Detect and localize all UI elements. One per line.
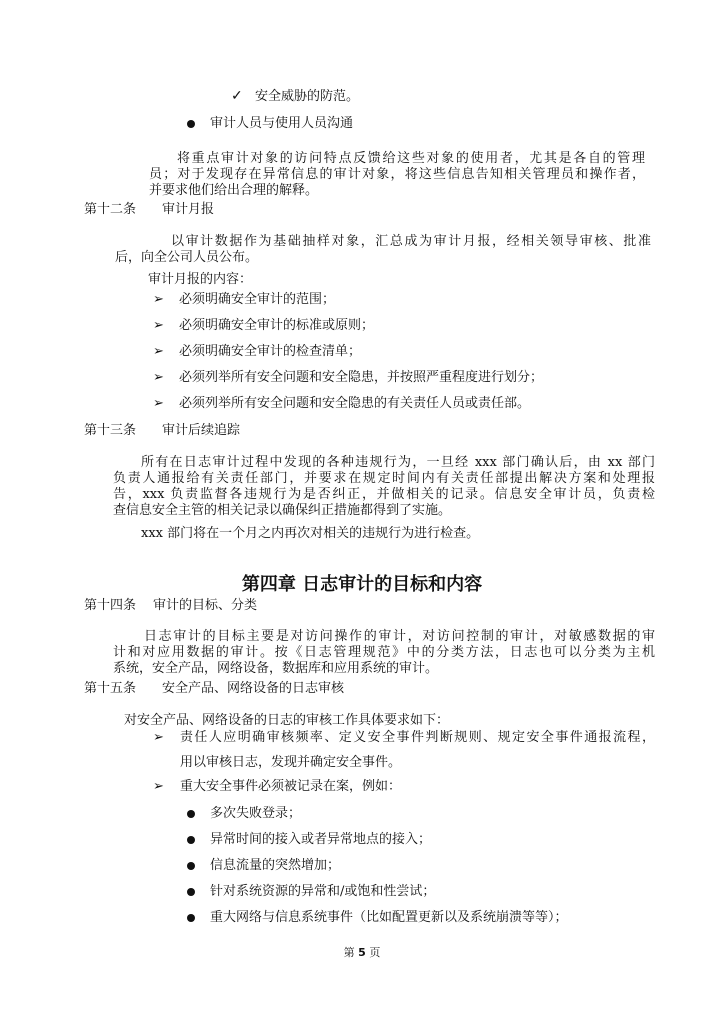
section-label: 审计月报的内容： — [148, 272, 253, 287]
list-item: 异常时间的接入或者异常地点的接入； — [210, 832, 432, 847]
list-item: 信息流量的突然增加； — [210, 858, 341, 873]
list-item: 多次失败登录； — [210, 806, 302, 821]
page-footer — [0, 946, 724, 960]
paragraph-line: 日志审计的目标主要是对访问操作的审计，对访问控制的审计，对敏感数据的审 — [144, 629, 655, 644]
paragraph-line: xxx 部门将在一个月之内再次对相关的违规行为进行检查。 — [141, 526, 480, 541]
arrow-bullet-icon: ➢ — [153, 779, 164, 794]
arrow-bullet-icon: ➢ — [153, 344, 164, 359]
article-number: 第十二条 — [84, 202, 137, 217]
paragraph-line: 将重点审计对象的访问特点反馈给这些对象的使用者，尤其是各自的管理 — [177, 151, 645, 166]
footer-prefix: 第 — [343, 946, 355, 959]
paragraph-line: 计和对应用数据的审计。按《日志管理规范》中的分类方法，日志也可以分类为主机 — [113, 645, 655, 660]
list-item: 针对系统资源的异常和/或饱和性尝试； — [210, 884, 436, 899]
article-number: 第十五条 — [84, 681, 137, 696]
article-title: 审计后续追踪 — [162, 423, 241, 438]
list-item: 用以审核日志，发现并确定安全事件。 — [180, 755, 402, 770]
list-item: 必须明确安全审计的检查清单； — [179, 344, 362, 359]
list-item: 责任人应明确审核频率、定义安全事件判断规则、规定安全事件通报流程， — [180, 730, 655, 745]
paragraph-line: 查信息安全主管的相关记录以确保纠正措施都得到了实施。 — [113, 503, 452, 518]
paragraph-line: 以审计数据作为基础抽样对象，汇总成为审计月报，经相关领导审核、批准 — [171, 234, 651, 249]
arrow-bullet-icon: ➢ — [153, 730, 164, 745]
list-item: 审计人员与使用人员沟通 — [210, 116, 354, 131]
arrow-bullet-icon: ➢ — [153, 370, 164, 385]
article-number: 第十四条 — [84, 598, 137, 613]
paragraph-line: 所有在日志审计过程中发现的各种违规行为，一旦经 xxx 部门确认后，由 xx 部门 — [141, 455, 655, 470]
arrow-bullet-icon: ➢ — [153, 292, 164, 307]
paragraph-line: 后，向全公司人员公布。 — [115, 250, 259, 265]
bullet-icon — [187, 862, 195, 870]
paragraph-line: 告，xxx 负责监督各违规行为是否纠正，并做相关的记录。信息安全审计员，负责检 — [113, 487, 655, 502]
article-title: 安全产品、网络设备的日志审核 — [162, 681, 345, 696]
chapter-title: 第四章 日志审计的目标和内容 — [241, 574, 483, 595]
footer-suffix: 页 — [369, 946, 381, 959]
list-item: 必须明确安全审计的范围； — [179, 292, 336, 307]
paragraph-line: 员；对于发现存在异常信息的审计对象，将这些信息告知相关管理员和操作者， — [149, 167, 645, 182]
page-number: 5 — [358, 946, 366, 959]
list-item: 重大安全事件必须被记录在案，例如： — [180, 779, 402, 794]
article-title: 审计月报 — [162, 202, 215, 217]
paragraph-line: 对安全产品、网络设备的日志的审核工作具体要求如下： — [124, 713, 450, 728]
bullet-icon — [187, 120, 195, 128]
list-item: 必须列举所有安全问题和安全隐患的有关责任人员或责任部。 — [179, 396, 531, 411]
article-title: 审计的目标、分类 — [153, 598, 258, 613]
arrow-bullet-icon: ➢ — [153, 396, 164, 411]
arrow-bullet-icon: ➢ — [153, 318, 164, 333]
list-item: 必须明确安全审计的标准或原则； — [179, 318, 375, 333]
list-item: 安全威胁的防范。 — [255, 89, 360, 104]
article-number: 第十三条 — [84, 423, 137, 438]
paragraph-line: 负责人通报给有关责任部门，并要求在规定时间内有关责任部提出解决方案和处理报 — [113, 471, 655, 486]
list-item: 必须列举所有安全问题和安全隐患，并按照严重程度进行划分； — [179, 370, 544, 385]
check-icon: ✓ — [231, 88, 243, 104]
bullet-icon — [187, 888, 195, 896]
bullet-icon — [187, 810, 195, 818]
bullet-icon — [187, 914, 195, 922]
paragraph-line: 系统，安全产品，网络设备，数据库和应用系统的审计。 — [113, 661, 439, 676]
bullet-icon — [187, 836, 195, 844]
paragraph-line: 并要求他们给出合理的解释。 — [149, 183, 319, 198]
list-item: 重大网络与信息系统事件（比如配置更新以及系统崩溃等等）； — [210, 910, 568, 925]
